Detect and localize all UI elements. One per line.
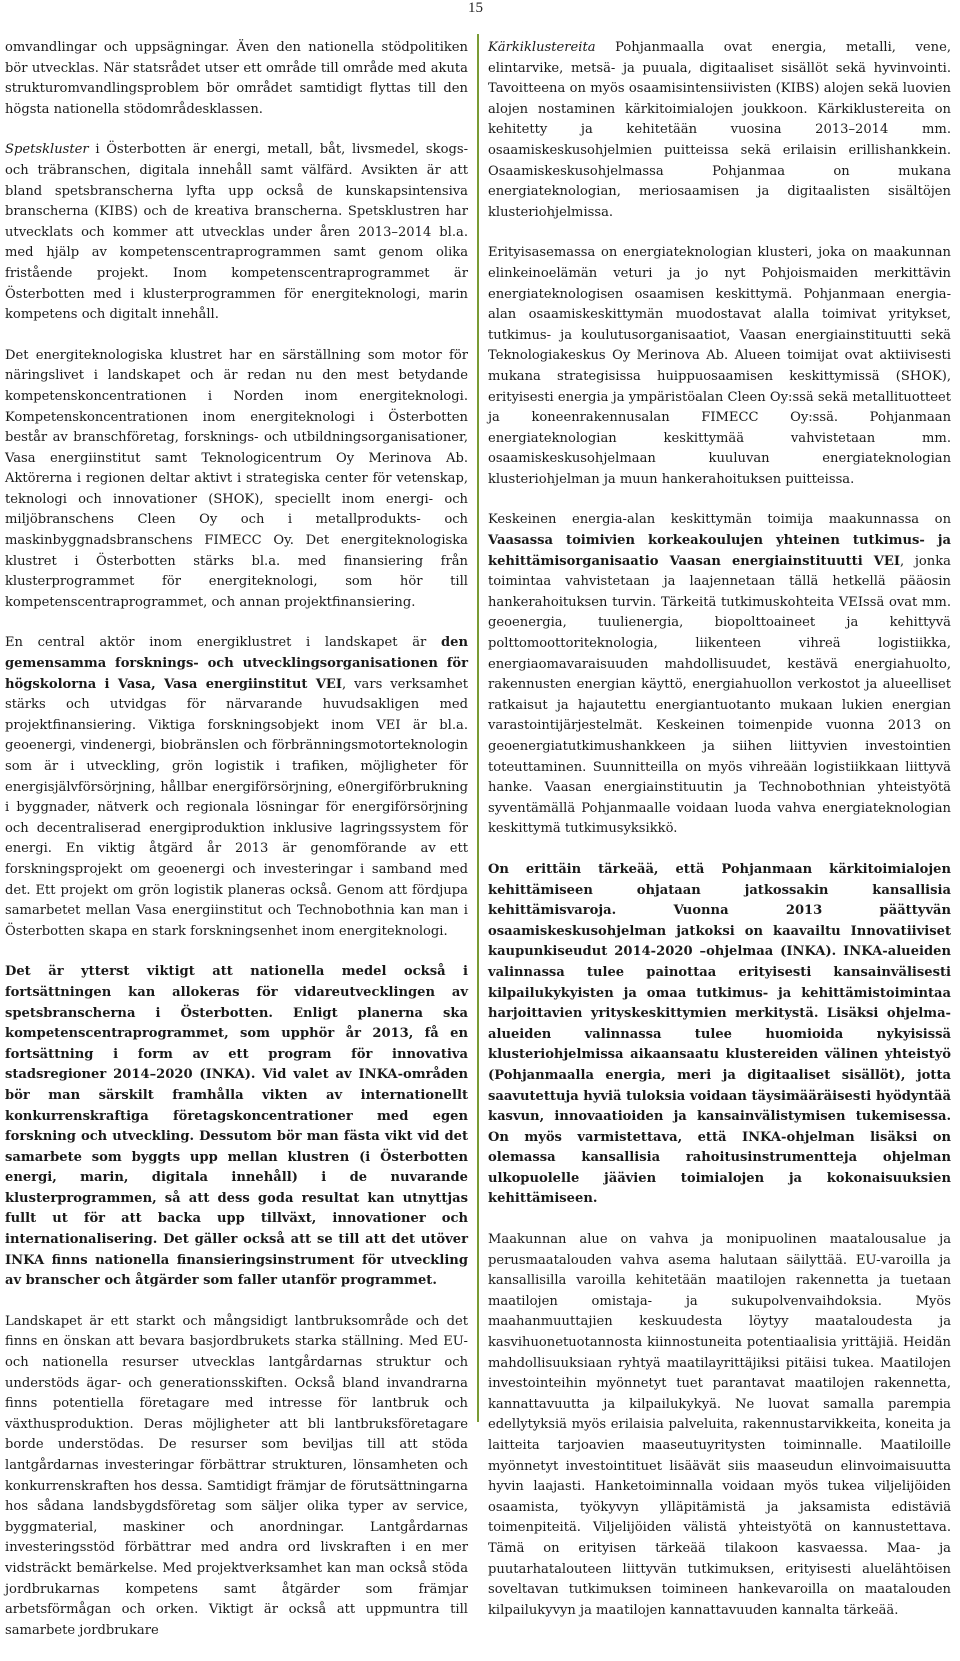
- paragraph-text: On erittäin tärkeää, että Pohjanmaan kärkitoimialojen kehittämiseen ohjataan jatkossakin kansallisia kehittämisvaroja. Vuonna 2013 päättyvän osaamiskeskusohjelman jatkoksi on kaavailtu Innovatiiviset kaupunkiseudut 2014-2020 –ohjelmaa (INKA). INKA-alueiden valinnassa tulee painottaa erityisesti kansainvälisesti kilpailukykyisten ja omaa tutkimus- ja kehittämistoimintaa harjoittavien yrityskeskittymien merkitystä. Lisäksi ohjelma-alueiden valinnassa tulee huomioida nykyisissä klusteriohjelmissa aikaansaatu klustereiden välinen yhteistyö (Pohjanmaalla energia, meri ja digitaaliset sisällöt), jotta saavutettuja hyviä tuloksia voidaan täysimääräisesti hyödyntää kasvun, innovaatioiden ja kansainvälistymisen tukemisessa. On myös varmistettava, että INKA-ohjelman lisäksi on olemassa kansallisia rahoitusinstrumentteja ohjelman ulkopuolelle jäävien toimialojen ja kokonaisuuksien kehittämiseen.: [488, 861, 951, 1207]
- paragraph-bold: [5, 962, 468, 1292]
- paragraph-text: Det energiteknologiska klustret har en särställning som motor för näringslivet i landskapet och är redan nu den mest betydande kompetenskoncentrationen i Norden inom energiteknologi. Kompetenskoncentrationen inom energiteknologi i Österbotten består av branschföretag, forsknings- och utbildningsorganisationer, Vasa energiinstitut samt Teknologicentrum Oy Merinova Ab. Aktörerna i regionen deltar aktivt i strategiska center för vetenskap, teknologi och innovationer (SHOK), speciellt inom energi- och miljöbranschens Cleen Oy och i metallprodukts- och maskinbyggnadsbranschens FIMECC Oy. Det energiteknologiska klustret i Österbotten stärks bl.a. med finansiering från klusterprogrammet för energiteknologi, som hör till kompetenscentraprogrammet, och annan projektfinansiering.: [5, 347, 468, 610]
- paragraph-text: , jonka toimintaa vahvistetaan ja laajennetaan tällä hetkellä pääosin hankerahoituksen turvin. Tärkeitä tutkimuskohteita VEIssä ovat mm. geoenergia, tuulienergia, biopolttoaineet ja kehittyvä polttomoottoriteknologia, liikenteen vihreä logistiikka, energiaomavaraisuuden mahdollisuudet, kestävä energiahuolto, rakennusten energian käyttö, energiahuollon verkostot ja alueelliset ratkaisut ja hajautettu energiantuotanto mukaan lukien energian varastointijärjestelmät. Keskeinen toimenpide vuonna 2013 on geoenergiatutkimushankkeen ja siihen liittyvien investointien toteuttaminen. Suunnitteilla on myös vihreään logistiikkaan liittyvä hanke. Vaasan energiainstituutin ja Technobothnian yhteistyötä syventämällä Pohjanmaalle voidaan luoda vahva energiateknologian keskittymä tutkimusyksikkö.: [488, 553, 951, 837]
- paragraph: [488, 38, 951, 223]
- paragraph-text: omvandlingar och uppsägningar. Även den nationella stödpolitiken bör utvecklas. När statsrådet utser ett område till område med akuta strukturomvandlingsproblem bör området samtidigt flyttas till den högsta nationella stödområdesklassen.: [5, 40, 468, 117]
- paragraph: [488, 510, 951, 840]
- paragraph-text: i Österbotten är energi, metall, båt, livsmedel, skogs- och träbranschen, digitala innehåll samt välfärd. Avsikten är att bland spetsbranscherna lyfta upp också de kunskapsintensiva branscherna (KIBS) och de kreativa branscherna. Spetsklustren har utvecklats och kommer att utvecklas under åren 2013–2014 bl.a. med hjälp av kompetenscentraprogrammen samt genom olika fristående projekt. Inom kompetenscentraprogrammet är Österbotten med i klusterprogrammen för energiteknologi, marin kompetens och digitalt innehåll.: [5, 142, 468, 323]
- paragraph: [488, 1230, 951, 1621]
- paragraph-text: , vars verksamhet stärks och utvidgas för närvarande huvudsakligen med projektfinansiering. Viktiga forskningsobjekt inom VEI är bl.a. geoenergi, vindenergi, biobränslen och förbränningsmotorteknologin som är i utveckling, grön logistik i trafiken, möjligheter för energisjälvförsörjning, hållbar energiförsörjning, e0nergiförbrukning i byggnader, nätverk och regionala lösningar för energiförsörjning och decentraliserad energiproduktion inklusive lagringssystem för energi. En viktig åtgärd år 2013 är genomförande av ett forskningsprojekt om geoenergi och investeringar i samband med det. Ett projekt om grön logistik planeras också. Genom att fördjupa samarbetet mellan Vasa energiinstitut och Technobothnia kan man i Österbotten skapa en stark forskningsenhet inom energiteknologi.: [5, 676, 468, 939]
- paragraph-lead: Spetskluster: [5, 142, 89, 158]
- paragraph-text: Erityisasemassa on energiateknologian klusteri, joka on maakunnan elinkeinoelämän veturi ja jo nyt Pohjoismaiden merkittävin energiateknologisen osaamisen keskittymä. Pohjanmaan energia-alan osaamiskeskittymän muodostavat alalla toimivat yritykset, tutkimus- ja koulutusorganisaatiot, Vaasan energiainstituutti sekä Teknologiakeskus Oy Merinova Ab. Alueen toimijat ovat aktiivisesti mukana strategisissa huippuosaamisen keskittymissä (SHOK), erityisesti energia ja ympäristöalan Cleen Oy:ssä sekä metallituotteet ja koneenrakennusalan FIMECC Oy:ssä. Pohjanmaan energiateknologian keskittymää vahvistetaan mm. osaamiskeskusohjelmaan kuuluvan energiateknologian klusteriohjelman ja muun hankerahoituksen puitteissa.: [488, 245, 951, 487]
- paragraph: [5, 38, 468, 120]
- paragraph: [488, 243, 951, 490]
- paragraph-emphasis: den gemensamma forsknings- och utvecklingsorganisationen för högskolorna i Vasa, Vasa energiinstitut VEI: [5, 635, 468, 692]
- paragraph-text: Pohjanmaalla ovat energia, metalli, vene, elintarvike, metsä- ja puuala, digitaaliset sisällöt sekä hyvinvointi. Tavoitteena on myös osaamisintensiivisten (KIBS) alojen sekä luovien alojen nostaminen kärkitoimialojen joukkoon. Kärkiklustereita on kehitetty ja kehitetään vuosina 2013–2014 mm. osaamiskeskusohjelmien puitteissa sekä erilaisin erillishankkein. Osaamiskeskusohjelmassa Pohjanmaa on mukana energiateknologian, meriosaamisen ja digitaalisten sisältöjen klusteriohjelmissa.: [488, 40, 951, 220]
- paragraph: [5, 633, 468, 942]
- paragraph-text: Keskeinen energia-alan keskittymän toimija maakunnassa on: [488, 512, 951, 528]
- paragraph-lead: Kärkiklustereita: [488, 40, 596, 55]
- paragraph-emphasis: Vaasassa toimivien korkeakoulujen yhteinen tutkimus- ja kehittämisorganisaatio Vaasan energiainstituutti VEI: [488, 533, 951, 569]
- paragraph-text: Det är ytterst viktigt att nationella medel också i fortsättningen kan allokeras för vidareutvecklingen av spetsbranscherna i Österbotten. Enligt planerna ska kompetenscentraprogrammet, som upphör år 2013, få en fortsättning i form av ett program för innovativa stadsregioner 2014–2020 (INKA). Vid valet av INKA-områden bör man särskilt framhålla vikten av internationellt konkurrenskraftiga företagskoncentrationer med egen forskning och utveckling. Dessutom bör man fästa vikt vid det samarbete som byggts upp mellan klustren (i Österbotten energi, marin, digitala innehåll) i de nuvarande klusterprogrammen, så att dess goda resultat kan utnyttjas fullt ut för att backa upp tillväxt, innovationer och internationalisering. Det gäller också att se till att det utöver INKA finns nationella finansieringsinstrument för utveckling av branscher och åtgärder som faller utanför programmet.: [5, 964, 468, 1289]
- paragraph: [5, 346, 468, 614]
- paragraph-text: En central aktör inom energiklustret i landskapet är: [5, 635, 441, 651]
- paragraph: [5, 1312, 468, 1642]
- paragraph-text: Landskapet är ett starkt och mångsidigt lantbruksområde och det finns en önskan att bevara basjordbrukets starka ställning. Med EU- och nationella resurser utvecklas lantgårdarnas struktur och understöds ägar- och generationsskiften. Också bland invandrarna finns potentiella företagare med intresse för lantbruk och växthusproduktion. Deras möjligheter att bli lantbruksföretagare borde understödas. De resurser som beviljas till att stöda lantgårdarnas investeringar förbättrar strukturen, lönsamheten och konkurrenskraften hos dessa. Samtidigt främjar de förutsättningarna hos sådana landsbygdsföretag som säljer olika typer av service, byggmaterial, maskiner och anordningar. Lantgårdarnas investeringsstöd förbättrar med andra ord livskraften i en mer vidsträckt bemärkelse. Med projektverksamhet kan man också stöda jordbrukarnas kompetens samt åtgärder som främjar arbetsförmågan och orken. Viktigt är också att uppmuntra till samarbete jordbrukare: [5, 1313, 468, 1638]
- paragraph-bold: [488, 860, 951, 1210]
- right-column: [488, 38, 951, 1641]
- paragraph: [5, 140, 468, 325]
- left-column: [5, 38, 468, 1661]
- page-number: 15: [468, 0, 483, 16]
- paragraph-text: Maakunnan alue on vahva ja monipuolinen maatalousalue ja perusmaatalouden vahva asema halutaan säilyttää. EU-varoilla ja kansallisilla varoilla kehitetään maatilojen rakennetta ja tuetaan maatilojen omistaja- ja sukupolvenvaihdoksia. Myös maahanmuuttajien keskuudesta löytyy maataloudesta ja kasvihuonetuotannosta kiinnostuneita potentiaalisia yrittäjiä. Heidän mahdollisuuksiaan ryhtyä maatilayrittäjiksi pitäisi tukea. Maatilojen investointeihin myönnetyt tuet parantavat maatilojen rakennetta, kannattavuutta ja kilpailukykyä. Ne luovat samalla parempia edellytyksiä myös erilaisia palveluita, rakennustarvikkeita, koneita ja laitteita tarjoavien maaseutuyritysten toiminnalle. Maatiloille myönnetyt investointituet lisäävät siis maaseudun elinvoimaisuutta hyvin laajasti. Hanketoiminnalla voidaan myös tukea viljelijöiden osaamista, työkyvyn ylläpitämistä ja jaksamista edistäviä toimenpiteitä. Viljelijöiden välistä yhteistyötä on kannustettava. Tämä on erityisen tärkeää tilakoon kasvaessa. Maa- ja puutarhatalouteen liittyvän tutkimuksen, erityisesti aluelähtöisen soveltavan tutkimuksen toimineen hankevaroilla on maatalouden kilpailukyvyn ja maatilojen kannattavuuden kannalta tärkeää.: [488, 1232, 951, 1618]
- column-divider: [477, 34, 479, 1422]
